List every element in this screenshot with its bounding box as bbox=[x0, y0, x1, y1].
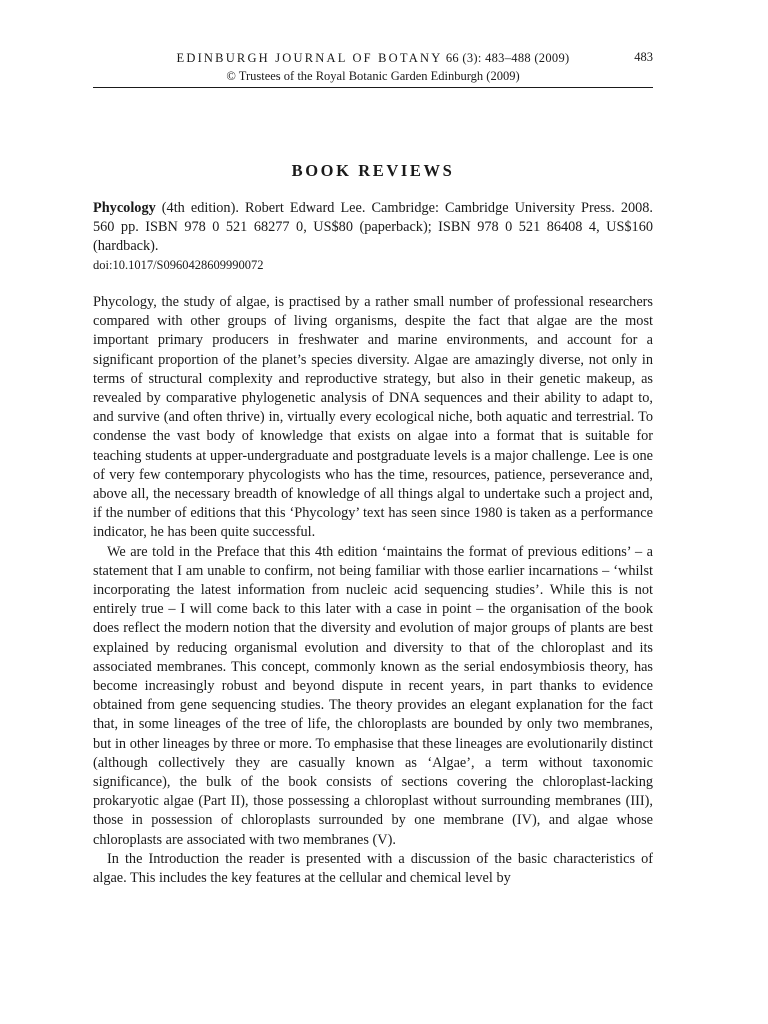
journal-name: EDINBURGH JOURNAL OF BOTANY bbox=[176, 51, 443, 65]
journal-page bbox=[93, 44, 653, 888]
book-title: Phycology bbox=[93, 200, 156, 216]
book-citation bbox=[93, 199, 653, 256]
volume-info: 66 (3): 483–488 (2009) bbox=[445, 51, 570, 65]
copyright-line: © Trustees of the Royal Botanic Garden Edinburgh (2009) bbox=[226, 69, 520, 83]
paragraph-1: Phycology, the study of algae, is practised by a rather small number of professional researchers compared with other groups of living organisms, despite the fact that algae are the most important primary producers in freshwater and marine environments, and account for a significant proportion of the planet’s species diversity. Algae are amazingly diverse, not only in terms of structural complexity and reproductive strategy, but also in their genetic makeup, as revealed by comparative phylogenetic analysis of DNA sequences and their ability to adapt to, and survive (and often thrive) in, virtually every ecological niche, both aquatic and terrestrial. To condense the vast body of knowledge that exists on algae into a format that is suitable for teaching students at upper-undergraduate and postgraduate levels is a major challenge. Lee is one of very few contemporary phycologists who has the time, resources, patience, perseverance and, above all, the necessary breadth of knowledge of all things algal to undertake such a project and, if the number of editions that this ‘Phycology’ text has seen since 1980 is taken as a performance indicator, he has been quite successful. bbox=[93, 294, 653, 541]
running-head bbox=[93, 44, 653, 84]
review-body bbox=[93, 293, 653, 888]
header-rule bbox=[93, 87, 653, 88]
page-number: 483 bbox=[634, 50, 653, 64]
paragraph-3: In the Introduction the reader is presented with a discussion of the basic characteristics of algae. This includes the key features at the cellular and chemical level by bbox=[93, 850, 653, 887]
doi-link[interactable]: doi:10.1017/S0960428609990072 bbox=[93, 258, 264, 272]
section-title: BOOK REVIEWS bbox=[291, 161, 455, 180]
journal-citation-line bbox=[93, 44, 653, 66]
paragraph-2: We are told in the Preface that this 4th edition ‘maintains the format of previous editions’ – a statement that I am unable to confirm, not being familiar with those earlier incarnations – ‘whilst incorporating the latest information from nucleic acid sequencing studies’. While this is not entirely true – I will come back to this later with a case in point – the organisation of the book does reflect the modern notion that the diversity and evolution of major groups of plants are best explained by reducing organismal evolution and diversity to that of the chloroplast and its associated membranes. This concept, commonly known as the serial endosymbiosis theory, has become increasingly robust and beyond dispute in recent years, in part thanks to evidence obtained from gene sequencing studies. The theory provides an elegant explanation for the fact that, in some lineages of the tree of life, the chloroplasts are bounded by only two membranes, but in other lineages by three or more. To emphasise that these lineages are evolutionarily distinct (although collectively they are casually known as ‘Algae’, a term without taxonomic significance), the bulk of the book consists of sections covering the chloroplast-lacking prokaryotic algae (Part II), those possessing a chloroplast without surrounding membranes (III), those in possession of chloroplasts surrounded by one membrane (IV), and algae whose chloroplasts are associated with two membranes (V). bbox=[93, 543, 653, 848]
book-details: (4th edition). Robert Edward Lee. Cambridge: Cambridge University Press. 2008. 560 pp. ISBN 978 0 521 68277 0, US$80 (paperback); ISBN 978 0 521 86408 4, US$160 (hardback). bbox=[93, 200, 653, 254]
